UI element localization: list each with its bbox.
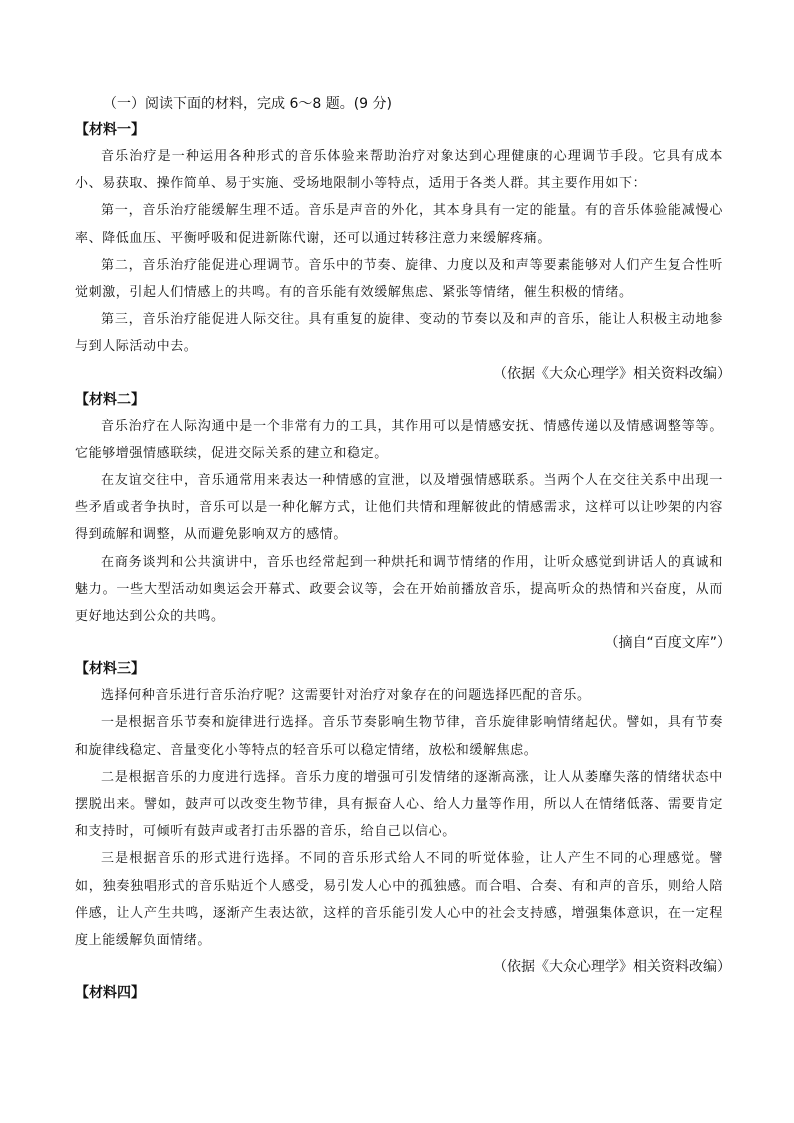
material-paragraph: 第二，音乐治疗能促进心理调节。音乐中的节奏、旋律、力度以及和声等要素能够对人们产生复合性听觉刺激，引起人们情感上的共鸣。有的音乐能有效缓解焦虑、紧张等情绪，催生积极的情绪。 — [75, 257, 723, 301]
material-source: （摘自“百度文库”） — [604, 635, 731, 652]
material-source: （依据《大众心理学》相关资料改编） — [493, 959, 731, 976]
material-paragraph: 三是根据音乐的形式进行选择。不同的音乐形式给人不同的听觉体验，让人产生不同的心理感觉。譬如，独奏独唱形式的音乐贴近个人感受，易引发人心中的孤独感。而合唱、合奏、有和声的音乐，则给人陪伴感，让人产生共鸣，逐渐产生表达欲，这样的音乐能引发人心中的社会支持感，增强集体意识，在一定程度上能缓解负面情绪。 — [75, 851, 723, 949]
material-paragraph: 在友谊交往中，音乐通常用来表达一种情感的宣泄，以及增强情感联系。当两个人在交往关系中出现一些矛盾或者争执时，音乐可以是一种化解方式，让他们共情和理解彼此的情感需求，这样可以让吵架的内容得到疏解和调整，从而避免影响双方的感情。 — [75, 473, 723, 543]
material-source: （依据《大众心理学》相关资料改编） — [493, 365, 731, 382]
document-content — [75, 91, 731, 1006]
material-paragraph: 第一，音乐治疗能缓解生理不适。音乐是声音的外化，其本身具有一定的能量。有的音乐体验能减慢心率、降低血压、平衡呼吸和促进新陈代谢，还可以通过转移注意力来缓解疼痛。 — [75, 203, 723, 246]
material-paragraph: 第三，音乐治疗能促进人际交往。具有重复的旋律、变动的节奏以及和声的音乐，能让人积极主动地参与到人际活动中去。 — [75, 312, 723, 355]
material-paragraph: 选择何种音乐进行音乐治疗呢？这需要针对治疗对象存在的问题选择匹配的音乐。 — [101, 688, 591, 704]
material-paragraph: 音乐治疗是一种运用各种形式的音乐体验来帮助治疗对象达到心理健康的心理调节手段。它具有成本小、易获取、操作简单、易于实施、受场地限制小等特点，适用于各类人群。其主要作用如下： — [75, 149, 723, 192]
material-1 — [75, 117, 731, 387]
material-heading: 【材料二】 — [75, 391, 145, 408]
material-4 — [75, 980, 723, 1006]
material-paragraph: 在商务谈判和公共演讲中，音乐也经常起到一种烘托和调节情绪的作用，让听众感觉到讲话人的真诚和魅力。一些大型活动如奥运会开幕式、政要会议等，会在开始前播放音乐，提高听众的热情和兴奋度，从而更好地达到公众的共鸣。 — [75, 554, 723, 625]
material-heading: 【材料三】 — [75, 661, 145, 678]
material-heading: 【材料一】 — [75, 122, 145, 138]
question-instruction: （一）阅读下面的材料，完成 6～8 题。(9 分) — [103, 96, 392, 112]
material-paragraph: 音乐治疗在人际沟通中是一个非常有力的工具，其作用可以是情感安抚、情感传递以及情感调整等等。它能够增强情感联续，促进交际关系的建立和稳定。 — [75, 418, 723, 461]
material-paragraph: 一是根据音乐节奏和旋律进行选择。音乐节奏影响生物节律，音乐旋律影响情绪起伏。譬如，具有节奏和旋律线稳定、音量变化小等特点的轻音乐可以稳定情绪，放松和缓解焦虑。 — [75, 715, 723, 758]
material-2 — [75, 387, 731, 657]
material-3 — [75, 656, 731, 980]
material-heading: 【材料四】 — [75, 985, 145, 1002]
material-paragraph: 二是根据音乐的力度进行选择。音乐力度的增强可引发情绪的逐渐高涨，让人从萎靡失落的情绪状态中摆脱出来。譬如，鼓声可以改变生物节律，具有振奋人心、给人力量等作用，所以人在情绪低落、需要肯定和支持时，可倾听有鼓声或者打击乐器的音乐，给自己以信心。 — [75, 769, 723, 840]
